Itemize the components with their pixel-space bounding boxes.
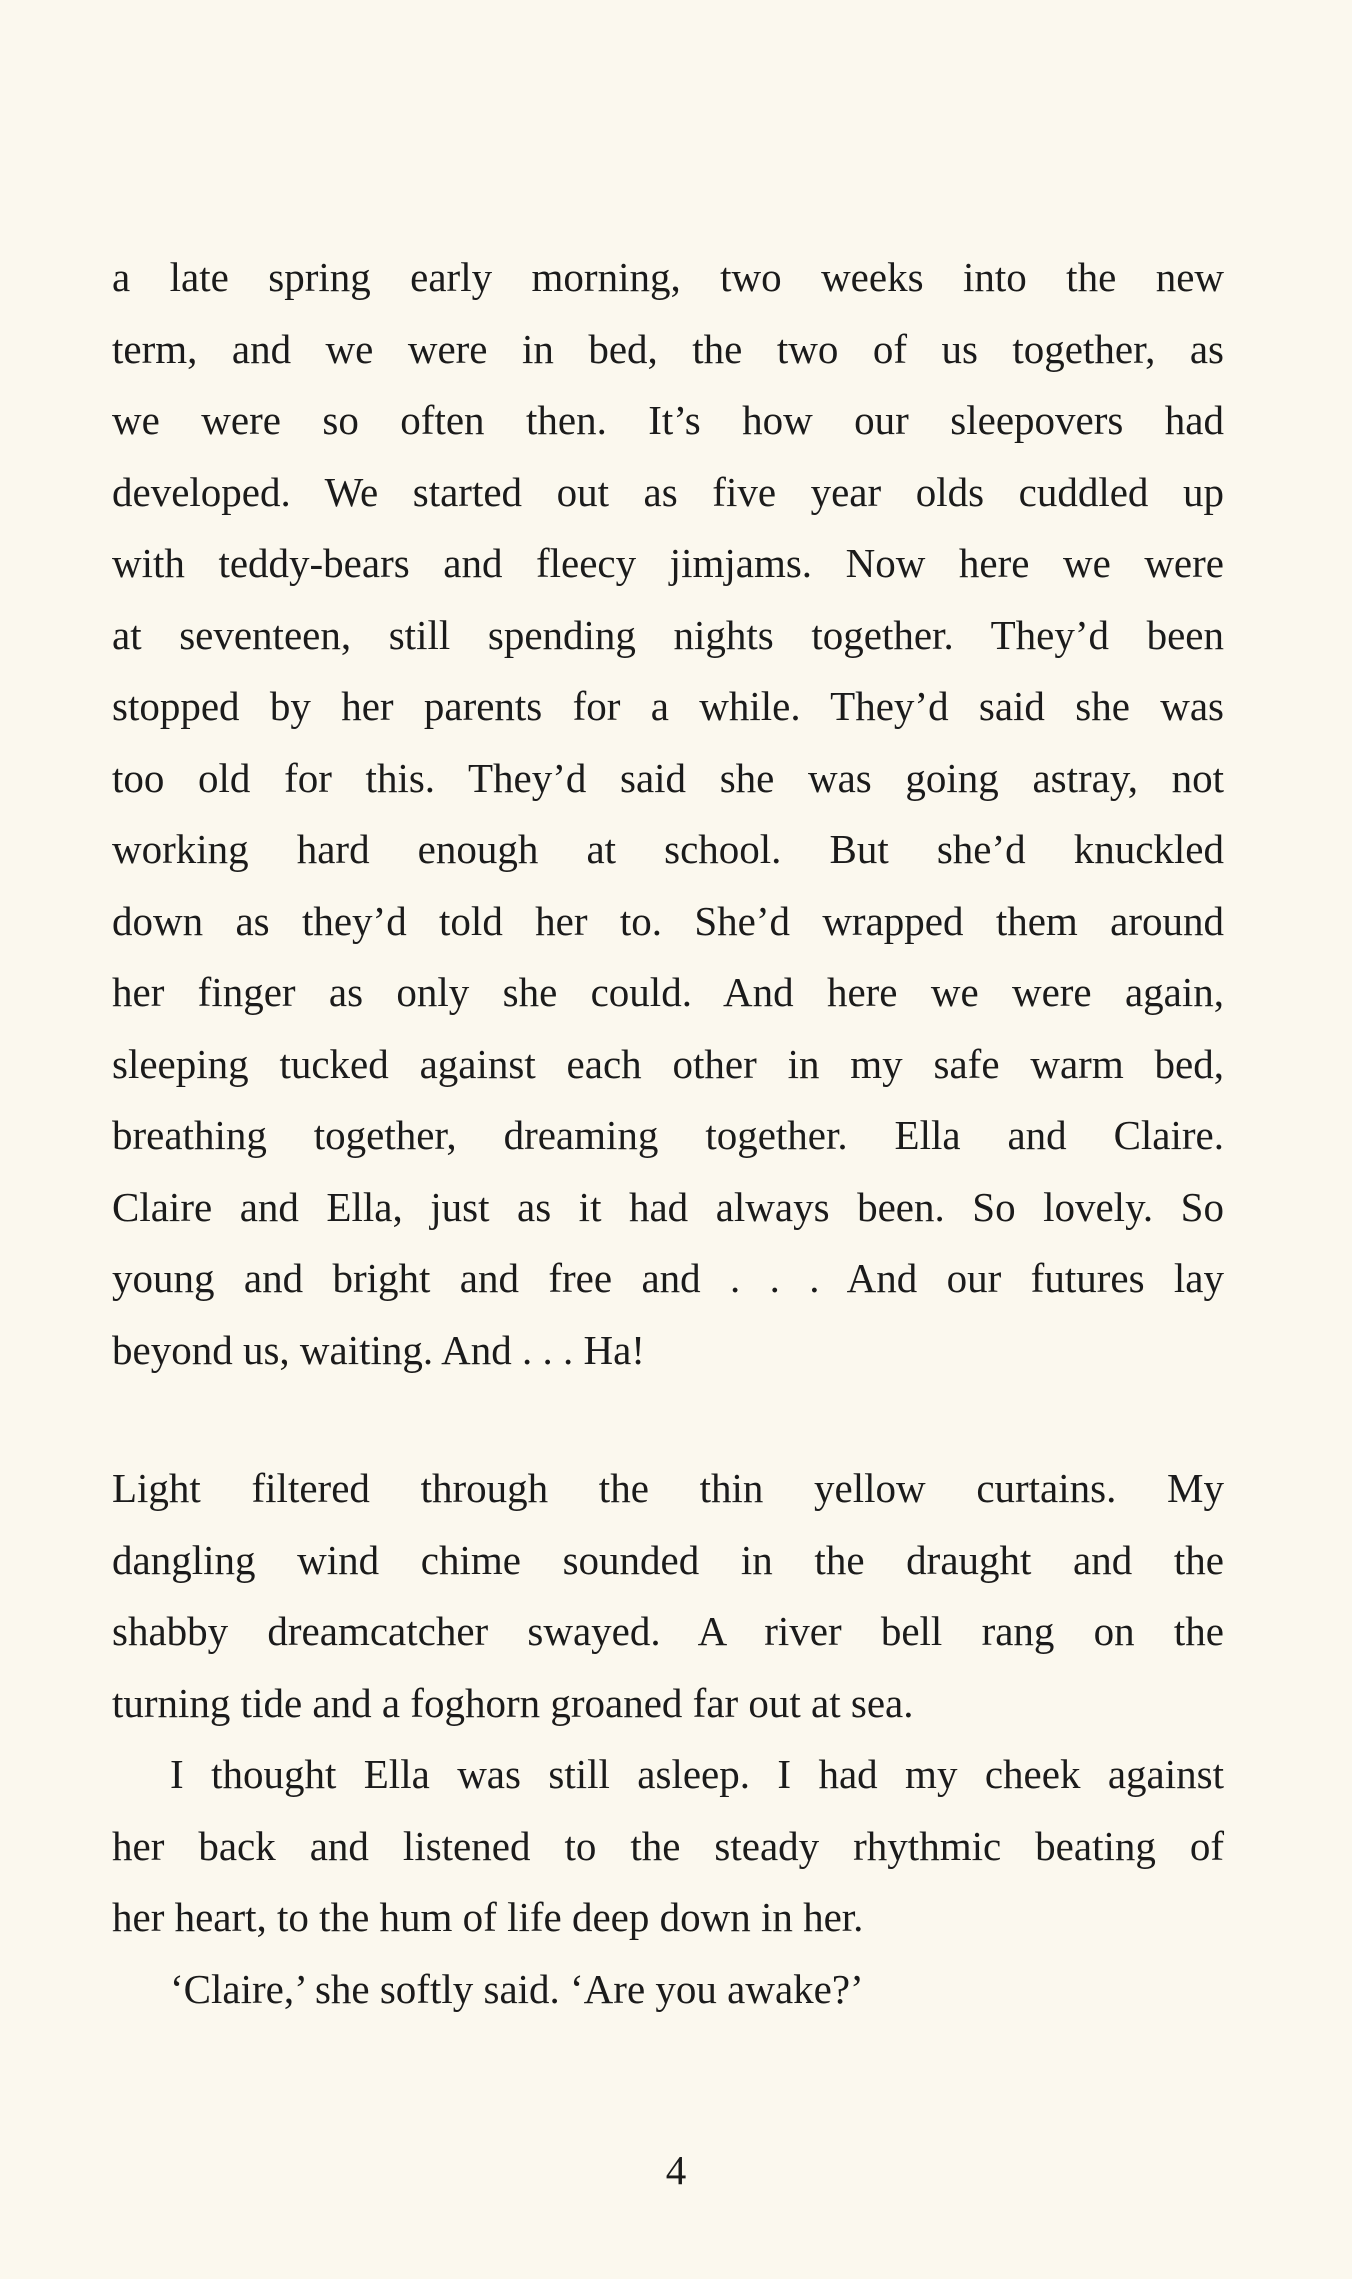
paragraph-1-line: at seventeen, still spending nights together. They’d been	[112, 611, 1224, 658]
paragraph-2-line: Light filtered through the thin yellow curtains. My	[112, 1465, 1224, 1511]
paragraph-1-line: a late spring early morning, two weeks into the new	[112, 254, 1224, 300]
paragraph-1-line: term, and we were in bed, the two of us together, as	[112, 325, 1224, 372]
paragraph-1-line: Claire and Ella, just as it had always been. So lovely. So	[112, 1183, 1224, 1230]
paragraph-1-line: too old for this. They’d said she was going astray, not	[112, 754, 1224, 801]
paragraph-4-line: ‘Claire,’ she softly said. ‘Are you awake?’	[170, 1965, 864, 2012]
paragraph-3-line: her back and listened to the steady rhythmic beating of	[112, 1822, 1224, 1869]
page-number: 4	[665, 2147, 687, 2193]
paragraph-1-line: down as they’d told her to. She’d wrapped them around	[112, 897, 1224, 944]
paragraph-1-line: developed. We started out as five year olds cuddled up	[112, 468, 1224, 515]
paragraph-1-line: beyond us, waiting. And . . . Ha!	[112, 1326, 645, 1373]
paragraph-1-line: working hard enough at school. But she’d knuckled	[112, 826, 1224, 872]
paragraph-1-line: her finger as only she could. And here we were again,	[112, 969, 1224, 1015]
paragraph-2-line: dangling wind chime sounded in the draught and the	[112, 1536, 1224, 1583]
paragraph-1-line: stopped by her parents for a while. They’d said she was	[112, 683, 1224, 729]
paragraph-1-line: we were so often then. It’s how our sleepovers had	[112, 397, 1224, 443]
paragraph-2-line: turning tide and a foghorn groaned far out at sea.	[112, 1679, 914, 1726]
paragraph-3-line: her heart, to the hum of life deep down in her.	[112, 1894, 864, 1940]
paragraph-1-line: breathing together, dreaming together. Ella and Claire.	[112, 1112, 1224, 1158]
paragraphs-2-4	[112, 1453, 1224, 2025]
paragraph-3-line: I thought Ella was still asleep. I had my cheek against	[170, 1751, 1224, 1797]
paragraph-1-line: sleeping tucked against each other in my safe warm bed,	[112, 1040, 1224, 1087]
paragraph-1	[112, 242, 1224, 1386]
paragraph-1-line: with teddy-bears and fleecy jimjams. Now here we were	[112, 540, 1224, 586]
paragraph-2-line: shabby dreamcatcher swayed. A river bell rang on the	[112, 1608, 1224, 1654]
paragraph-1-line: young and bright and free and . . . And our futures lay	[112, 1255, 1224, 1301]
